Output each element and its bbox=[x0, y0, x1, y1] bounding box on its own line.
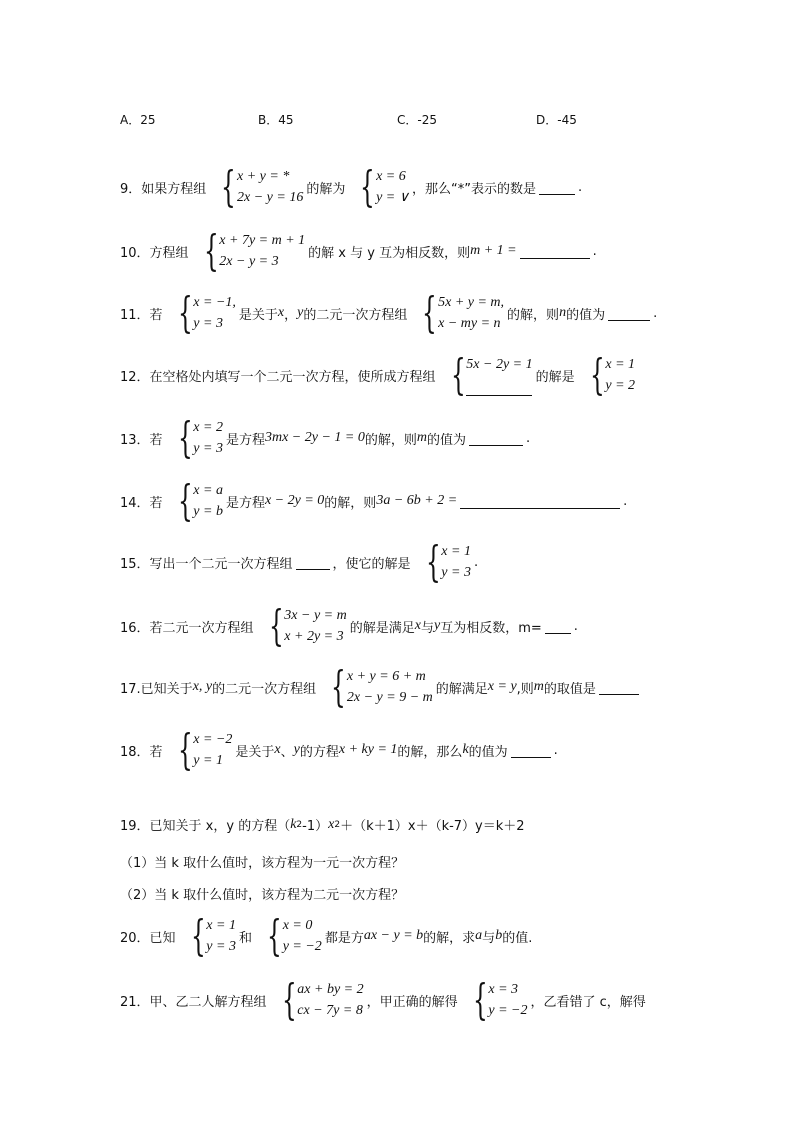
q15-sol1: x = 1 bbox=[441, 544, 471, 559]
q9-tail: ，那么“*”表示的数是 bbox=[412, 181, 536, 197]
question-18 bbox=[120, 725, 558, 774]
answer-blank[interactable] bbox=[460, 494, 620, 509]
q13-given1: x = 2 bbox=[193, 420, 223, 435]
q12-eq1: 5x − 2y = 1 bbox=[466, 357, 533, 372]
q20-sol1a: x = 1 bbox=[206, 918, 236, 933]
question-17 bbox=[120, 662, 642, 711]
q21-sol2: y = −2 bbox=[488, 1003, 528, 1018]
q19-x: x bbox=[328, 816, 335, 832]
answer-blank[interactable] bbox=[539, 180, 575, 195]
q16-system: { 3x − y = m x + 2y = 3 bbox=[268, 601, 347, 650]
q9-system: { x + y = * 2x − y = 16 bbox=[221, 162, 304, 211]
q21-eq2: cx − 7y = 8 bbox=[297, 1003, 363, 1018]
q17-mid: 的二元一次方程组 bbox=[212, 681, 317, 697]
question-19-part-1 bbox=[120, 852, 404, 871]
q17-eq2: 2x − y = 9 − m bbox=[346, 690, 433, 705]
q14-given: { x = a y = b bbox=[177, 476, 223, 525]
q11-mid2: 的二元一次方程组 bbox=[303, 307, 408, 323]
q14-tail: 的解，则 bbox=[324, 495, 377, 511]
q19-part1: （1）当 k 取什么值时，该方程为一元一次方程？ bbox=[120, 856, 405, 871]
q16-eq2: x + 2y = 3 bbox=[284, 629, 344, 644]
question-16 bbox=[120, 601, 578, 650]
q18-tail: 的解，那么 bbox=[397, 744, 463, 760]
q19-exp2: 2 bbox=[334, 819, 341, 830]
q12-sol1: x = 1 bbox=[605, 357, 636, 372]
q17-tail2: ,则 bbox=[516, 681, 534, 697]
q11-sep: ， bbox=[284, 307, 298, 323]
q9-solution: { x = 6 y = ∨ bbox=[360, 162, 410, 211]
q10-system: { x + 7y = m + 1 2x − y = 3 bbox=[203, 226, 306, 275]
q13-given: { x = 2 y = 3 bbox=[177, 413, 223, 462]
question-10 bbox=[120, 226, 597, 275]
q18-var-x: x bbox=[274, 742, 281, 757]
choice-d: D．-45 bbox=[536, 113, 577, 127]
q13-mid: 是方程 bbox=[225, 432, 265, 448]
q13-tail: 的解，则 bbox=[364, 432, 417, 448]
question-21 bbox=[120, 975, 646, 1024]
q9-end: . bbox=[578, 179, 583, 195]
q18-tail2: 的值为 bbox=[468, 744, 508, 760]
q10-expr: m + 1 = bbox=[470, 243, 517, 258]
q20-sol2a: x = 0 bbox=[282, 918, 313, 933]
q18-sep: 、 bbox=[280, 744, 294, 760]
question-9 bbox=[120, 162, 583, 211]
q11-var-y: y bbox=[297, 305, 304, 320]
question-19 bbox=[120, 815, 525, 834]
q11-eq1: 5x + y = m, bbox=[438, 295, 505, 310]
q20-label: 20．已知 bbox=[120, 930, 176, 946]
q10-label: 10．方程组 bbox=[120, 245, 189, 261]
q9-label: 9．如果方程组 bbox=[120, 181, 207, 197]
q18-var-y: y bbox=[293, 742, 300, 757]
q11-tail2: 的值为 bbox=[566, 307, 606, 323]
q16-mid: 的解是满足 bbox=[349, 620, 415, 636]
q12-system: { 5x − 2y = 1 bbox=[450, 350, 533, 399]
q12-sol2: y = 2 bbox=[605, 378, 636, 393]
answer-blank[interactable] bbox=[511, 743, 551, 758]
q12-mid: 的解是 bbox=[535, 369, 575, 385]
q20-solution-2: { x = 0 y = −2 bbox=[266, 911, 322, 960]
q20-and: 和 bbox=[238, 930, 252, 946]
q10-end: . bbox=[592, 243, 597, 259]
choice-c: C．-25 bbox=[397, 113, 437, 127]
q20-sol2b: y = −2 bbox=[282, 939, 322, 954]
q14-equation: x − 2y = 0 bbox=[264, 493, 325, 508]
question-15 bbox=[120, 537, 479, 586]
q18-end: . bbox=[553, 742, 558, 758]
q9-sol1: x = 6 bbox=[376, 169, 406, 184]
q15-mid: ，使它的解是 bbox=[332, 556, 411, 572]
q15-end: . bbox=[473, 554, 479, 570]
answer-blank[interactable] bbox=[296, 555, 330, 570]
q11-system: { 5x + y = m, x − my = n bbox=[422, 288, 505, 337]
q20-tail2: 的值. bbox=[502, 930, 533, 946]
question-20 bbox=[120, 911, 533, 960]
q18-mid2: 的方程 bbox=[299, 744, 339, 760]
q20-mid2: 与 bbox=[482, 930, 496, 946]
q21-tail: ，乙看错了 c，解得 bbox=[530, 994, 646, 1010]
q11-given1: x = −1, bbox=[193, 295, 236, 310]
q21-solution: { x = 3 y = −2 bbox=[472, 975, 528, 1024]
q9-eq1: x + y = * bbox=[237, 169, 290, 184]
q14-mid: 是方程 bbox=[225, 495, 265, 511]
q16-var-y: y bbox=[433, 618, 441, 633]
q19-k: k bbox=[290, 816, 297, 832]
question-14 bbox=[120, 476, 628, 525]
q9-mid: 的解为 bbox=[306, 181, 346, 197]
q16-mid2: 与 bbox=[420, 620, 434, 636]
q16-label: 16．若二元一次方程组 bbox=[120, 620, 254, 636]
q11-mid: 是关于 bbox=[238, 307, 278, 323]
q11-tail: 的解，则 bbox=[507, 307, 560, 323]
choice-b: B．45 bbox=[258, 113, 294, 127]
q11-end: . bbox=[653, 305, 658, 321]
q11-eq2: x − my = n bbox=[438, 316, 501, 331]
answer-blank[interactable] bbox=[608, 306, 650, 321]
q9-eq2: 2x − y = 16 bbox=[237, 190, 304, 205]
q14-given2: y = b bbox=[193, 504, 223, 519]
q18-var-k: k bbox=[462, 742, 469, 757]
q20-equation: ax − y = b bbox=[363, 928, 424, 943]
answer-blank[interactable] bbox=[545, 619, 571, 634]
q17-vars: x, y bbox=[192, 679, 213, 694]
q12-label: 12．在空格处内填写一个二元一次方程，使所成方程组 bbox=[120, 369, 436, 385]
q18-given2: y = 1 bbox=[193, 753, 223, 768]
answer-blank[interactable] bbox=[520, 244, 590, 259]
q21-system: { ax + by = 2 cx − 7y = 8 bbox=[281, 975, 364, 1024]
q15-label: 15．写出一个二元一次方程组 bbox=[120, 556, 293, 572]
q20-sol1b: y = 3 bbox=[206, 939, 236, 954]
q20-tail: 的解，求 bbox=[423, 930, 476, 946]
q10-mid: 的解 x 与 y 互为相反数，则 bbox=[308, 245, 471, 261]
q11-given: { x = −1, y = 3 bbox=[177, 288, 236, 337]
q11-given2: y = 3 bbox=[193, 316, 223, 331]
q15-sol2: y = 3 bbox=[441, 565, 471, 580]
q13-var-m: m bbox=[416, 430, 427, 445]
q13-given2: y = 3 bbox=[193, 441, 223, 456]
q19-text-b: -1） bbox=[302, 819, 329, 834]
q18-mid: 是关于 bbox=[235, 744, 275, 760]
q9-sol2: y = ∨ bbox=[376, 190, 410, 205]
q17-eq1: x + y = 6 + m bbox=[346, 669, 426, 684]
q17-condition: x = y bbox=[487, 679, 517, 694]
q21-mid: ，甲正确的解得 bbox=[366, 994, 458, 1010]
question-12 bbox=[120, 350, 638, 399]
q21-eq1: ax + by = 2 bbox=[297, 982, 364, 997]
q10-eq1: x + 7y = m + 1 bbox=[219, 233, 306, 248]
q13-equation: 3mx − 2y − 1 = 0 bbox=[264, 430, 365, 445]
q17-var-m: m bbox=[533, 679, 544, 694]
q14-label: 14．若 bbox=[120, 495, 163, 511]
q17-tail3: 的取值是 bbox=[543, 681, 596, 697]
q12-solution: { x = 1 y = 2 bbox=[589, 350, 636, 399]
q14-expr: 3a − 6b + 2 = bbox=[376, 493, 458, 508]
q14-end: . bbox=[623, 493, 628, 509]
answer-blank[interactable] bbox=[469, 431, 523, 446]
q19-text-c: ＋（k＋1）x＋（k-7）y＝k＋2 bbox=[340, 819, 525, 834]
q14-given1: x = a bbox=[193, 483, 223, 498]
q18-given1: x = −2 bbox=[193, 732, 233, 747]
answer-blank[interactable] bbox=[599, 680, 639, 695]
q13-label: 13．若 bbox=[120, 432, 163, 448]
q16-eq1: 3x − y = m bbox=[284, 608, 347, 623]
q16-var-x: x bbox=[414, 618, 421, 633]
q16-end: . bbox=[573, 618, 578, 634]
q18-given: { x = −2 y = 1 bbox=[177, 725, 233, 774]
q20-var-b: b bbox=[495, 928, 503, 943]
q11-var-n: n bbox=[559, 305, 567, 320]
q18-equation: x + ky = 1 bbox=[338, 742, 398, 757]
q17-label: 17.已知关于 bbox=[120, 681, 193, 697]
q13-tail2: 的值为 bbox=[427, 432, 467, 448]
q16-tail: 互为相反数，m= bbox=[440, 620, 542, 636]
q21-label: 21．甲、乙二人解方程组 bbox=[120, 994, 267, 1010]
q20-mid: 都是方 bbox=[324, 930, 364, 946]
q10-eq2: 2x − y = 3 bbox=[219, 254, 279, 269]
q19-exp: 2 bbox=[296, 819, 303, 830]
q17-tail: 的解满足 bbox=[435, 681, 488, 697]
q17-system: { x + y = 6 + m 2x − y = 9 − m bbox=[331, 662, 433, 711]
question-11 bbox=[120, 288, 658, 337]
q13-end: . bbox=[526, 430, 531, 446]
q11-label: 11．若 bbox=[120, 307, 163, 323]
q19-part2: （2）当 k 取什么值时，该方程为二元一次方程？ bbox=[120, 888, 405, 903]
question-13 bbox=[120, 413, 531, 462]
q19-text-a: 19．已知关于 x，y 的方程（ bbox=[120, 819, 291, 834]
q20-var-a: a bbox=[475, 928, 483, 943]
choice-a: A．25 bbox=[120, 113, 156, 127]
q11-var-x: x bbox=[277, 305, 285, 320]
q15-solution: { x = 1 y = 3 bbox=[425, 537, 471, 586]
q20-solution-1: { x = 1 y = 3 bbox=[190, 911, 236, 960]
q12-blank-equation[interactable] bbox=[466, 383, 532, 396]
q18-label: 18．若 bbox=[120, 744, 163, 760]
q21-sol1: x = 3 bbox=[488, 982, 519, 997]
question-19-part-2 bbox=[120, 884, 404, 903]
